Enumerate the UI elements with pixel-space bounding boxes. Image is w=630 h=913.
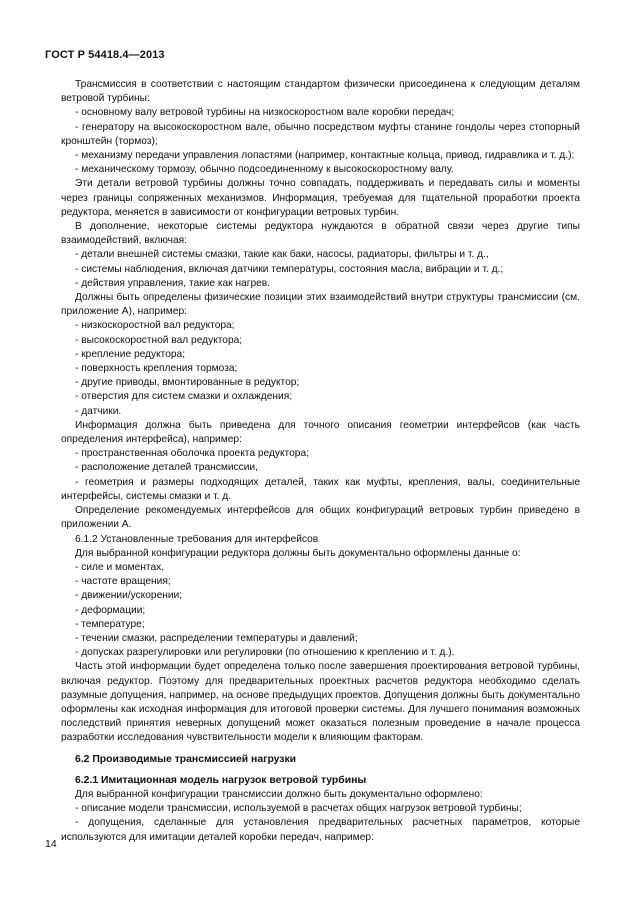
list-item: - механическому тормозу, обычно подсоединенному к высокоскоростному валу. <box>75 164 454 176</box>
list-item: - геометрия и размеры подходящих деталей, таких как муфты, крепления, валы, соединительные интерфейсы, системы смазки и т. д. <box>61 476 580 502</box>
paragraph: Часть этой информации будет определена только после завершения проектирования ветровой турбины, включая редуктор. Поэтому для предварительных проектных расчетов редуктора необходимо сделать разумные допущения, например, на основе предыдущих проектов. Допущения должны быть документально оформлены как исходная информация для итоговой проверки системы. Для лучшего понимания возможных последствий принятия неверных допущений может оказаться полезным проведение в начале процесса разработки исследования чувствительности модели к влияющим факторам. <box>61 661 580 744</box>
page-number: 14 <box>45 838 57 850</box>
list-item: - крепление редуктора; <box>75 348 186 360</box>
document-body <box>61 78 580 845</box>
list-item: - частоте вращения; <box>75 576 171 588</box>
list-item: - высокоскоростной вал редуктора; <box>75 334 243 346</box>
paragraph: Для выбранной конфигурации трансмиссии должно быть документально оформлено: <box>75 788 483 800</box>
list-item: - расположение деталей трансмиссии, <box>75 462 258 474</box>
paragraph: Должны быть определены физические позиции этих взаимодействий внутри структуры трансмиссии (см. приложение А), например: <box>61 292 580 318</box>
list-item: - действия управления, такие как нагрев. <box>75 277 271 289</box>
subsection-heading: 6.2.1 Имитационная модель нагрузок ветровой турбины <box>75 774 367 786</box>
list-item: - силе и моментах, <box>75 561 165 573</box>
list-item: - низкоскоростной вал редуктора; <box>75 320 235 332</box>
subsection-heading: 6.1.2 Установленные требования для интерфейсов <box>75 533 319 545</box>
paragraph: Для выбранной конфигурации редуктора должны быть документально оформлены данные о: <box>75 547 521 559</box>
list-item: - датчики. <box>75 405 122 417</box>
list-item: - детали внешней системы смазки, такие как баки, насосы, радиаторы, фильтры и т. д., <box>75 249 489 261</box>
list-item: - генератору на высокоскоростном вале, обычно посредством муфты станине гондолы через стопорный кронштейн (тормоз); <box>61 121 580 147</box>
list-item: - температуре; <box>75 618 145 630</box>
section-heading: 6.2 Производимые трансмиссией нагрузки <box>75 753 297 765</box>
list-item: - допусках разрегулировки или регулировки (по отношению к креплению и т. д.). <box>75 647 455 659</box>
list-item: - течении смазки, распределении температуры и давлений; <box>75 632 358 644</box>
list-item: - пространственная оболочка проекта редуктора; <box>75 448 309 460</box>
list-item: - системы наблюдения, включая датчики температуры, состояния масла, вибрации и т. д.; <box>75 263 504 275</box>
paragraph: В дополнение, некоторые системы редуктора нуждаются в обратной связи через другие типы взаимодействий, включая: <box>61 221 580 247</box>
paragraph: Эти детали ветровой турбины должны точно совпадать, поддерживать и передавать силы и моменты через границы сопряженных механизмов. Информация, требуемая для тщательной проработки проекта редуктора, меняется в зависимости от конфигурации ветровых турбин. <box>61 178 580 218</box>
list-item: - описание модели трансмиссии, используемой в расчетах общих нагрузок ветровой турбины; <box>75 803 522 815</box>
list-item: - поверхность крепления тормоза; <box>75 363 238 375</box>
paragraph: Трансмиссия в соответствии с настоящим стандартом физически присоединена к следующим деталям ветровой турбины: <box>61 79 580 105</box>
list-item: - допущения, сделанные для установления предварительных расчетных параметров, которые используются для имитации деталей коробки передач, например: <box>61 817 580 843</box>
list-item: - основному валу ветровой турбины на низкоскоростном вале коробки передач; <box>75 107 455 119</box>
paragraph: Информация должна быть приведена для точного описания геометрии интерфейсов (как часть определения интерфейса), например: <box>61 419 580 446</box>
list-item: - другие приводы, вмонтированные в редуктор; <box>75 377 300 389</box>
list-item: - отверстия для систем смазки и охлаждения; <box>75 391 293 403</box>
document-header: ГОСТ Р 54418.4—2013 <box>45 49 165 61</box>
paragraph: Определение рекомендуемых интерфейсов для общих конфигураций ветровых турбин приведено в приложении А. <box>61 505 580 531</box>
list-item: - механизму передачи управления лопастями (например, контактные кольца, привод, гидравлика и т. д.); <box>75 150 575 162</box>
list-item: - движении/ускорении; <box>75 590 183 602</box>
list-item: - деформации; <box>75 604 146 616</box>
